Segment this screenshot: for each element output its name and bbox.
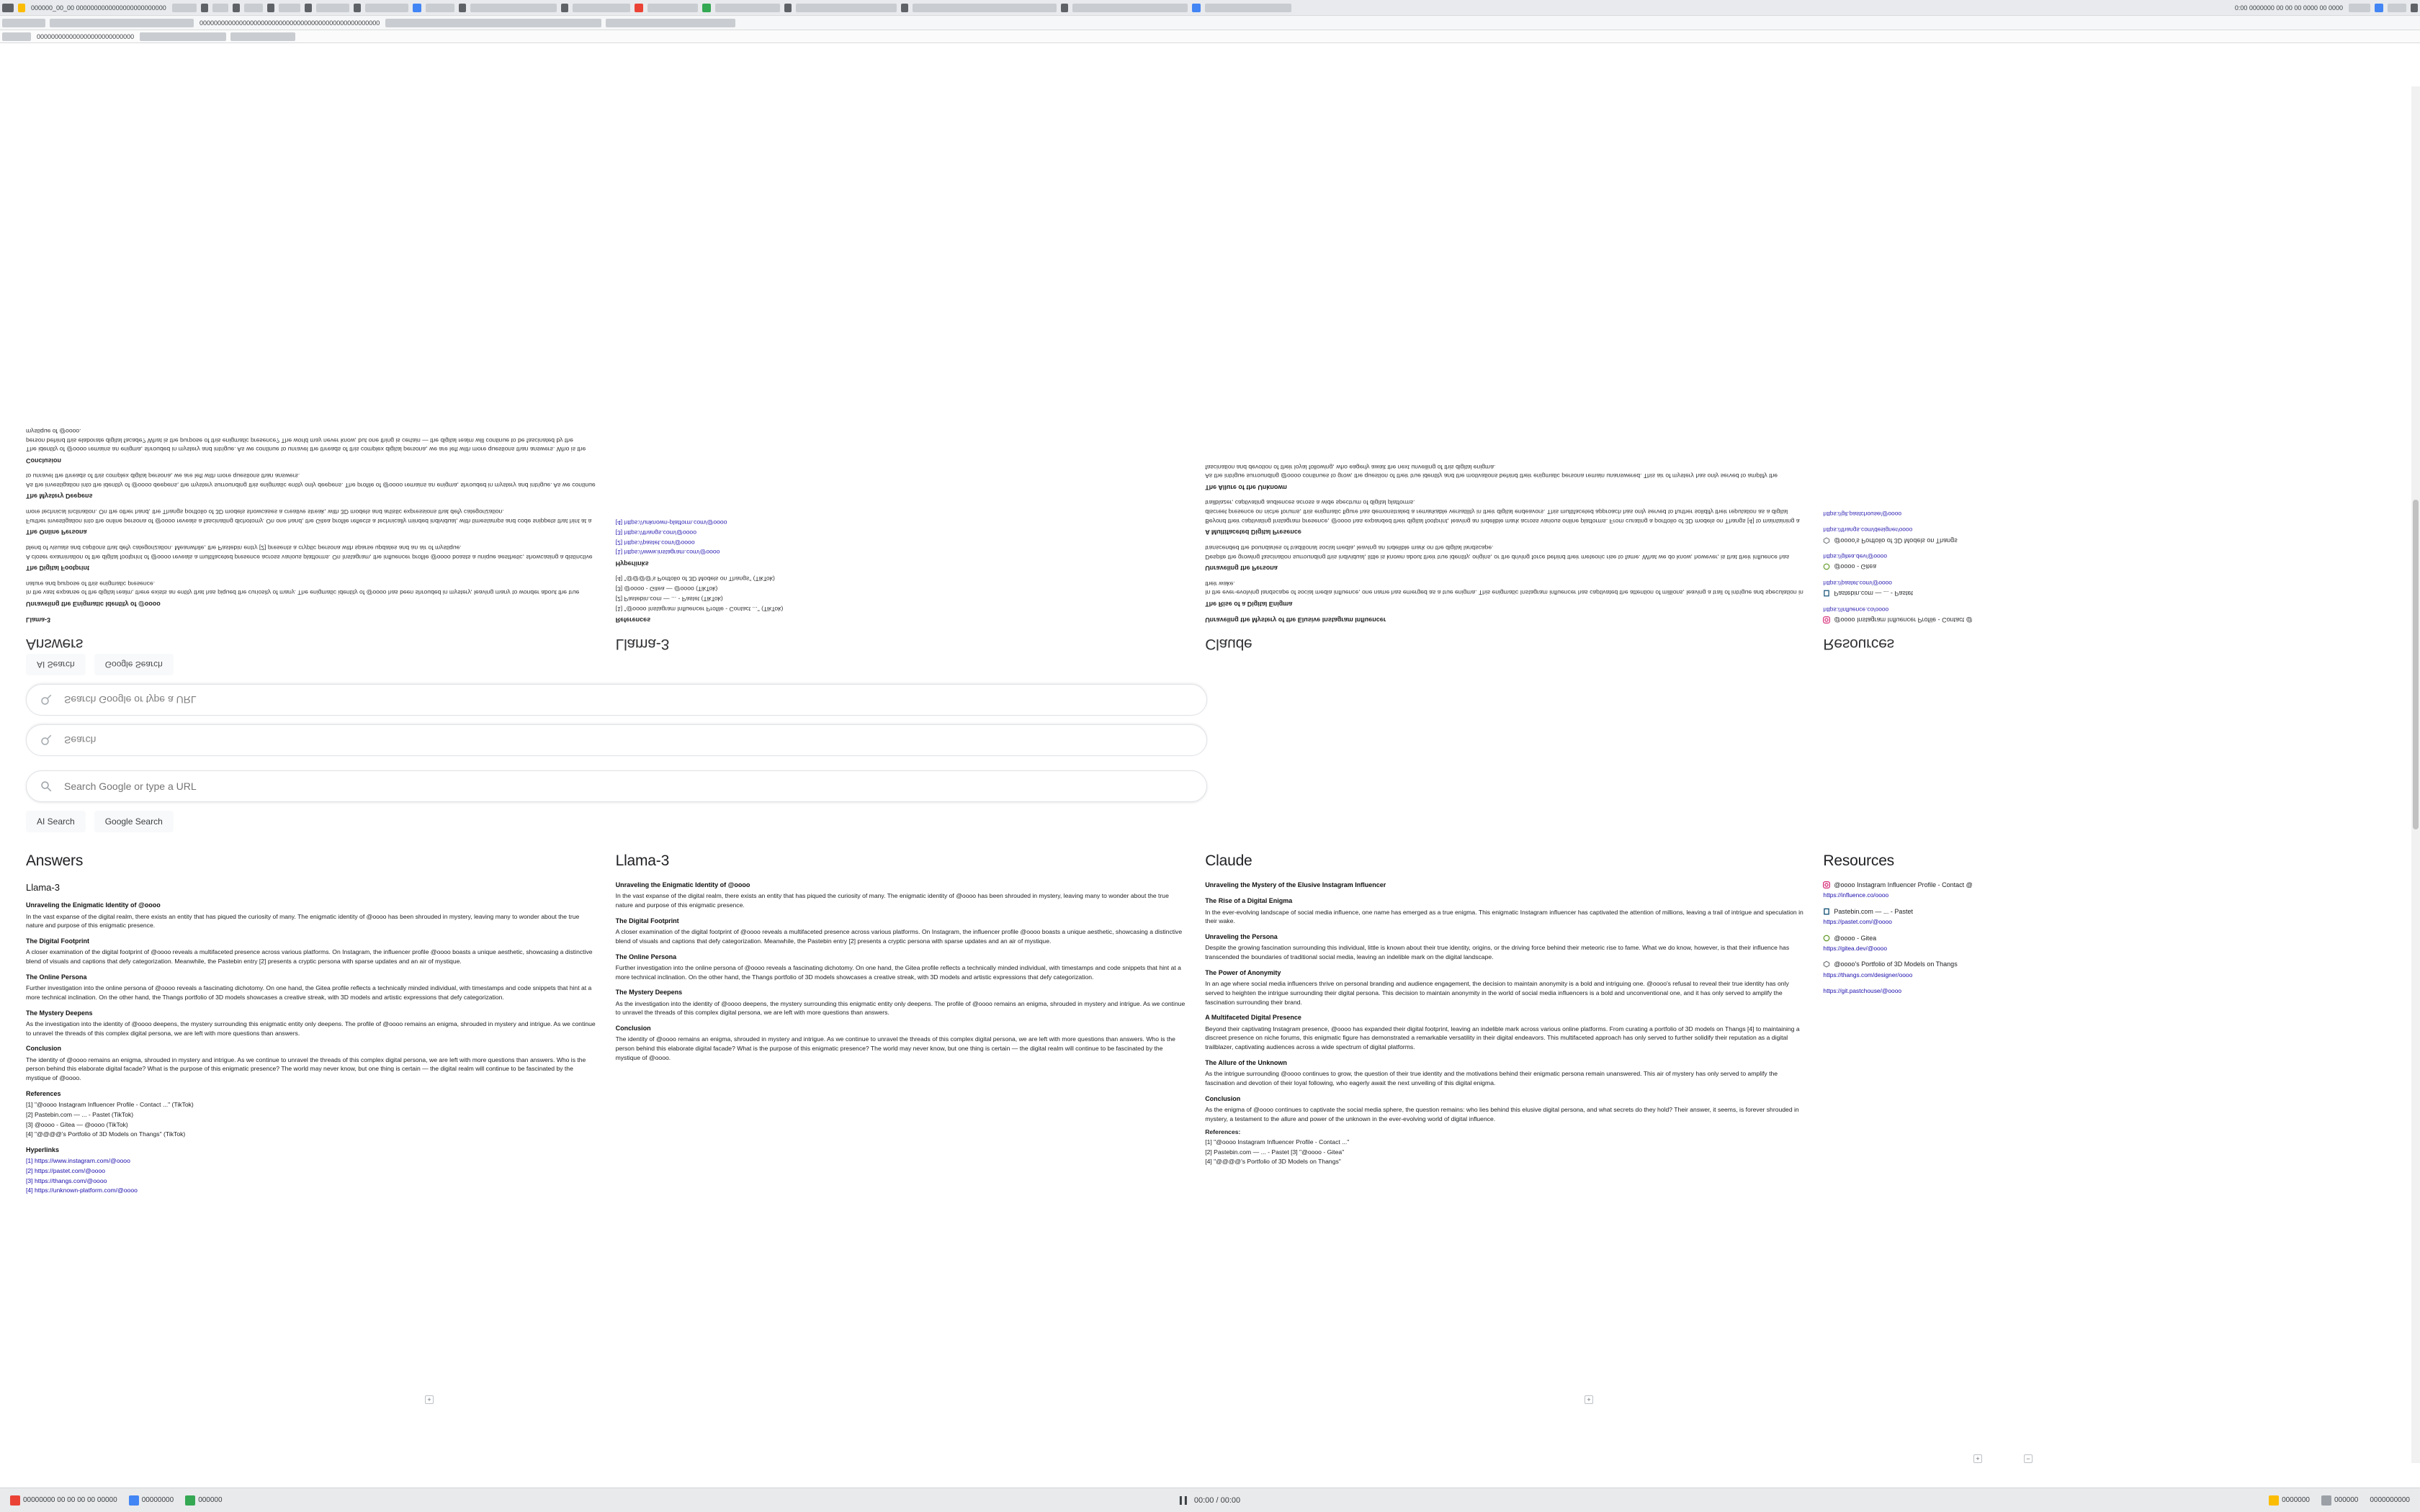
- section-heading: Conclusion: [26, 456, 61, 464]
- resource-item[interactable]: [1823, 552, 2394, 572]
- reference-item: [2] Pastebin.com — ... - Pastet (TikTok): [26, 1110, 134, 1118]
- resource-url[interactable]: https://gitea.dev/@oooo: [1823, 553, 1887, 561]
- hyperlink-item[interactable]: [1] https://www.instagram.com/@oooo: [26, 1157, 130, 1165]
- toolbar-chip[interactable]: [1072, 4, 1188, 12]
- llama-subtitle: Llama-3: [26, 882, 60, 894]
- section-heading: The Digital Footprint: [26, 564, 89, 572]
- close-icon[interactable]: [635, 4, 643, 12]
- claude-column: [1205, 850, 1804, 1167]
- resource-title-row: [1823, 907, 2394, 917]
- menu-icon[interactable]: [2411, 4, 2418, 12]
- resources-heading-2: Resources: [1823, 852, 1894, 869]
- section-heading: Unraveling the Mystery of the Elusive Instagram Influencer: [1205, 881, 1386, 889]
- page-copy: [0, 763, 2420, 1483]
- section-heading: Unraveling the Enigmatic Identity of @oooo: [615, 881, 750, 889]
- resource-title-row: [1823, 535, 2394, 544]
- toolbar-chip[interactable]: [1061, 4, 1068, 12]
- resources-column-mirror: [1823, 502, 2394, 655]
- toolbar-chip[interactable]: [244, 4, 263, 12]
- claude-column-mirror: [1205, 458, 1804, 655]
- section-heading: The Digital Footprint: [615, 917, 679, 924]
- toolbar-chip[interactable]: [702, 4, 711, 12]
- search-box-primary-2[interactable]: [26, 770, 1207, 802]
- bookmark-bar-text: 000000000000000000000000000: [37, 32, 135, 40]
- profile-icon[interactable]: [2375, 4, 2383, 12]
- search-box-secondary[interactable]: [26, 684, 1207, 716]
- tab-strip[interactable]: [573, 4, 630, 12]
- resource-url[interactable]: https://thangs.com/designer/oooo: [1823, 971, 1913, 978]
- toolbar-chip[interactable]: [1192, 4, 1201, 12]
- reference-item: [1] "@oooo Instagram Influencer Profile - Contact ...": [1205, 1138, 1350, 1146]
- reference-item: [3] @oooo - Gitea — @oooo (TikTok): [615, 585, 718, 593]
- toolbar-chip[interactable]: [784, 4, 792, 12]
- section-heading: The Rise of a Digital Enigma: [1205, 897, 1293, 905]
- section-heading: The Online Persona: [26, 973, 87, 981]
- titlebar-right-text: 0:00 0000000 00 00 00 0000 00 0000: [2234, 4, 2343, 12]
- resource-title-row: [1823, 881, 2394, 890]
- taskbar-app-label: 00000000: [141, 1496, 174, 1504]
- resources-heading: Resources: [1823, 636, 1894, 652]
- toolbar-chip[interactable]: [459, 4, 466, 12]
- scrollbar-thumb[interactable]: [2413, 500, 2419, 830]
- taskbar-app[interactable]: [2317, 1493, 2362, 1508]
- toolbar-chip[interactable]: [233, 4, 240, 12]
- expand-handle[interactable]: +: [1973, 1454, 1982, 1463]
- section-heading: Unraveling the Persona: [1205, 564, 1278, 572]
- toolbar-chip[interactable]: [354, 4, 361, 12]
- reference-item: [2] Pastebin.com — ... - Pastet (TikTok): [615, 595, 723, 603]
- llama-heading: Llama-3: [615, 636, 670, 652]
- section-heading: Conclusion: [615, 1025, 651, 1032]
- section-body: As the investigation into the identity of @oooo deepens, the mystery surrounding this enigmatic entity only deepens. The profile of @oooo remains an enigma, shrouded in mystery and intrigue. As we continue to unravel the threads of this complex digital persona, we are left with more questions than answers.: [26, 1020, 596, 1037]
- hyperlink-item[interactable]: [3] https://thangs.com/@oooo: [26, 1176, 107, 1184]
- section-heading: Unraveling the Persona: [1205, 933, 1278, 941]
- section-body: As the intrigue surrounding @oooo continues to grow, the question of their true identity and the motivations behind their enigmatic persona remain unanswered. This air of mystery has only served to amplify the fascination and devotion of their loyal following, who eagerly await the next unveiling of this digital enigma.: [1205, 1070, 1778, 1086]
- references-heading: References:: [1205, 1128, 1241, 1136]
- bookmark[interactable]: [2, 32, 31, 41]
- hyperlinks-heading: Hyperlinks: [26, 1146, 60, 1153]
- search-buttons-row-2: [26, 811, 1207, 832]
- instagram-icon: [1823, 881, 1830, 888]
- references-list: [616, 575, 1187, 613]
- resource-item[interactable]: [1823, 526, 2394, 545]
- resource-item[interactable]: [1823, 934, 2394, 953]
- taskbar-app[interactable]: [125, 1493, 179, 1508]
- section-heading: A Multifaceted Digital Presence: [1205, 1014, 1301, 1022]
- section-body: In the vast expanse of the digital realm, there exists an entity that has piqued the curiosity of many. The enigmatic identity of @oooo has been shrouded in mystery, leaving many to wonder about the true nature and purpose of this enigmatic presence.: [26, 912, 580, 930]
- section-body: As the investigation into the identity of @oooo deepens, the mystery surrounding this enigmatic entity only deepens. The profile of @oooo remains an enigma, shrouded in mystery and intrigue. As we continue to unravel the threads of this complex digital persona, we are left with more questions than answers.: [26, 472, 596, 490]
- resource-title: @oooo's Portfolio of 3D Models on Thangs: [1834, 536, 1958, 544]
- taskbar-tray[interactable]: [2365, 1494, 2414, 1506]
- search-area-mirror: [26, 654, 1207, 756]
- taskbar-start-button[interactable]: [6, 1493, 122, 1508]
- search-buttons-row: [26, 654, 1207, 675]
- llama-column-mirror: [616, 518, 1187, 655]
- hyperlinks-list: [616, 518, 1187, 557]
- hyperlink-item[interactable]: [4] https://unknown-platform.com/@oooo: [26, 1187, 138, 1194]
- collapse-handle[interactable]: −: [2024, 1454, 2033, 1463]
- tab[interactable]: [50, 19, 194, 27]
- tab[interactable]: [606, 19, 735, 27]
- search-box-primary[interactable]: [26, 724, 1207, 756]
- ai-search-button-2[interactable]: AI Search: [26, 811, 86, 832]
- section-body: In an age where social media influencers thrive on personal branding and audience engagement, the decision to maintain anonymity is a bold and intriguing one. @oooo's refusal to reveal their true identity has only served to heighten the intrigue surrounding their digital persona. This decision to maintain anonymity in the world of social media influencers is a bold and unconventional one, and it has only served to amplify the fascination surrounding their brand.: [1205, 980, 1789, 1006]
- section-heading: Conclusion: [1205, 1094, 1241, 1102]
- resource-url[interactable]: https://thangs.com/designer/oooo: [1823, 526, 1913, 534]
- search-input-2[interactable]: [63, 780, 1193, 793]
- resource-title: @oooo Instagram Influencer Profile - Contact @: [1834, 616, 1973, 624]
- section-heading: The Mystery Deepens: [615, 989, 683, 996]
- resource-title: @oooo - Gitea: [1834, 563, 1877, 571]
- google-search-button-2[interactable]: Google Search: [94, 811, 174, 832]
- resource-title: @oooo - Gitea: [1834, 934, 1877, 942]
- llama-title: Llama-3: [26, 616, 51, 624]
- media-controls[interactable]: [1180, 1496, 1240, 1505]
- section-heading: The Allure of the Unknown: [1205, 483, 1287, 491]
- reference-item: [4] "@@@@'s Portfolio of 3D Models on Thangs": [1205, 1158, 1341, 1166]
- browser-window-titlebar: [0, 0, 2420, 16]
- toolbar-chip[interactable]: [2388, 4, 2406, 12]
- thangs-icon: [1823, 537, 1830, 544]
- pastebin-icon: [1823, 908, 1830, 915]
- toolbar-chip[interactable]: [715, 4, 780, 12]
- toolbar-chip[interactable]: [172, 4, 197, 12]
- hyperlink-item[interactable]: [4] https://unknown-platform.com/@oooo: [615, 519, 727, 527]
- search-icon: [40, 780, 53, 793]
- search-icon: [40, 734, 53, 747]
- toolbar-chip[interactable]: [2349, 4, 2370, 12]
- hyperlinks-heading: Hyperlinks: [615, 559, 649, 567]
- mirrored-page-copy: [0, 43, 2420, 763]
- expand-handle[interactable]: +: [425, 1395, 434, 1404]
- search-area: [26, 770, 1207, 832]
- reference-item: [4] "@@@@'s Portfolio of 3D Models on Thangs" (TikTok): [615, 575, 775, 583]
- resource-title-row: [1823, 960, 2394, 969]
- tab[interactable]: [2, 19, 45, 27]
- resource-item[interactable]: [1823, 509, 2394, 518]
- toolbar-chip[interactable]: [212, 4, 228, 12]
- hyperlink-item[interactable]: [1] https://www.instagram.com/@oooo: [615, 549, 720, 557]
- reference-item: [1] "@oooo Instagram Influencer Profile - Contact ..." (TikTok): [26, 1101, 194, 1109]
- toolbar-chip[interactable]: [201, 4, 208, 12]
- resources-column: [1823, 850, 2394, 1003]
- toolbar-chip[interactable]: [913, 4, 1057, 12]
- expand-handle[interactable]: +: [1585, 1395, 1593, 1404]
- browser-tab-strip[interactable]: [0, 16, 2420, 30]
- page-scrollbar[interactable]: [2411, 86, 2420, 1463]
- gitea-icon: [1823, 935, 1830, 942]
- taskbar-app[interactable]: [2264, 1493, 2314, 1508]
- references-heading: References: [26, 1089, 61, 1097]
- toolbar-chip[interactable]: [1205, 4, 1291, 12]
- answers-column-2: [26, 850, 597, 1196]
- reference-item: [1] "@oooo Instagram Influencer Profile - Contact ..." (TikTok): [615, 605, 784, 613]
- section-body: Despite the growing fascination surrounding this individual, little is known about their true identity, origins, or the driving force behind their meteoric rise to fame. What we do know, however, is that their influence has transcended the boundaries of traditional social media, leaving an indelible mark on the digital landscape.: [1205, 944, 1790, 961]
- instagram-icon: [1823, 616, 1830, 624]
- toolbar-chip[interactable]: [316, 4, 349, 12]
- section-body: A closer examination of the digital footprint of @oooo reveals a multifaceted presence across various platforms. On Instagram, the influencer profile @oooo boasts a unique aesthetic, showcasing a distinctive blend of visuals and captions that defy categorization. Meanwhile, the Pastebin entry [2] presents a cryptic persona with sparse updates and an air of mystique.: [26, 948, 593, 966]
- section-heading: The Rise of a Digital Enigma: [1205, 600, 1293, 608]
- section-heading: The Mystery Deepens: [26, 492, 93, 500]
- section-body: The identity of @oooo remains an enigma, shrouded in mystery and intrigue. As we continue to unravel the threads of this complex digital persona, we are left with more questions than answers. Who is the person behind this elaborate digital facade? What is the purpose of this enigmatic presence? The world may never know, but one thing is certain — the digital realm will continue to be fascinated by the mystique of @oooo.: [615, 1035, 1175, 1061]
- section-heading: The Power of Anonymity: [1205, 968, 1281, 976]
- toolbar-chip[interactable]: [267, 4, 274, 12]
- section-body: Beyond their captivating Instagram presence, @oooo has expanded their digital footprint, leaving an indelible mark across various online platforms. From curating a portfolio of 3D models on Thangs [4] to maintaining a discreet presence on niche forums, this enigmatic figure has demonstrated a remarkable versatility in their digital endeavors. This multifaceted approach has only served to further solidify their reputation as a digital trailblazer, captivating audiences across a wide spectrum of digital platforms.: [1205, 1025, 1800, 1051]
- hyperlink-item[interactable]: [2] https://pastet.com/@oooo: [615, 539, 695, 546]
- hyperlink-item[interactable]: [2] https://pastet.com/@oooo: [26, 1167, 105, 1174]
- answers-heading-2: Answers: [26, 852, 84, 869]
- tab-icon[interactable]: [18, 4, 25, 12]
- toolbar-chip[interactable]: [305, 4, 312, 12]
- toolbar-chip[interactable]: [647, 4, 698, 12]
- llama-heading-2: Llama-3: [615, 852, 670, 869]
- taskbar-app-label: 0000000: [2282, 1496, 2310, 1504]
- app-icon: [185, 1495, 195, 1506]
- resource-url[interactable]: https://influence.co/oooo: [1823, 606, 1889, 613]
- section-heading: Unraveling the Enigmatic Identity of @oooo: [26, 600, 161, 608]
- resource-title-row: [1823, 934, 2394, 943]
- resource-item[interactable]: [1823, 578, 2394, 598]
- thangs-icon: [1823, 960, 1830, 968]
- tab-strip[interactable]: [470, 4, 557, 12]
- resource-title: @oooo's Portfolio of 3D Models on Thangs: [1834, 960, 1958, 968]
- resource-url[interactable]: https://git.pastchouse/@oooo: [1823, 987, 1902, 995]
- section-body: Further investigation into the online persona of @oooo reveals a fascinating dichotomy. On one hand, the Gitea profile reflects a technically minded individual, with timestamps and code snippets that hint at a more technical inclination. On the other hand, the Thangs portfolio of 3D models showcases a creative streak, with 3D models and artistic expressions that defy categorization.: [26, 508, 592, 525]
- resource-item[interactable]: [1823, 986, 2394, 995]
- answers-grid-mirror: [26, 422, 2394, 655]
- page-content: [0, 43, 2420, 1488]
- app-icon: [2321, 1495, 2331, 1506]
- app-icon: [129, 1495, 139, 1506]
- resource-item[interactable]: [1823, 881, 2394, 900]
- resource-url[interactable]: https://git.pastchouse/@oooo: [1823, 510, 1902, 518]
- section-body: In the vast expanse of the digital realm, there exists an entity that has piqued the curiosity of many. The enigmatic identity of @oooo has been shrouded in mystery, leaving many to wonder about the true nature and purpose of this enigmatic presence.: [615, 892, 1169, 909]
- bookmark[interactable]: [140, 32, 226, 41]
- toolbar-chip[interactable]: [901, 4, 908, 12]
- resource-title-row: [1823, 562, 2394, 571]
- claude-references: [1205, 1128, 1804, 1166]
- section-heading: The Mystery Deepens: [26, 1009, 93, 1017]
- toolbar-chip[interactable]: [796, 4, 897, 12]
- section-body: As the intrigue surrounding @oooo continues to grow, the question of their true identity and the motivations behind their enigmatic persona remain unanswered. This air of mystery has only served to amplify the fascination and devotion of their loyal following, who eagerly await the next unveiling of this digital enigma.: [1205, 463, 1778, 480]
- section-body: Further investigation into the online persona of @oooo reveals a fascinating dichotomy. On one hand, the Gitea profile reflects a technically minded individual, with timestamps and code snippets that hint at a more technical inclination. On the other hand, the Thangs portfolio of 3D models showcases a creative streak, with 3D models and artistic expressions that defy categorization.: [26, 984, 592, 1001]
- reference-item: [3] @oooo - Gitea — @oooo (TikTok): [26, 1120, 128, 1128]
- claude-heading-2: Claude: [1205, 852, 1252, 869]
- section-body: A closer examination of the digital footprint of @oooo reveals a multifaceted presence across various platforms. On Instagram, the influencer profile @oooo boasts a unique aesthetic, showcasing a distinctive blend of visuals and captions that defy categorization. Meanwhile, the Pastebin entry [2] presents a cryptic persona with sparse updates and an air of mystique.: [26, 544, 593, 561]
- os-taskbar[interactable]: [0, 1488, 2420, 1512]
- taskbar-left-label: 00000000 00 00 00 00 00000: [23, 1496, 117, 1504]
- section-body: Further investigation into the online persona of @oooo reveals a fascinating dichotomy. On one hand, the Gitea profile reflects a technically minded individual, with timestamps and code snippets that hint at a more technical inclination. On the other hand, the Thangs portfolio of 3D models showcases a creative streak, with 3D models and artistic expressions that defy categorization.: [615, 963, 1181, 981]
- tab[interactable]: [385, 19, 601, 27]
- app-icon: [2, 4, 14, 12]
- resource-title: Pastebin.com — ... - Pastet: [1834, 590, 1913, 598]
- resource-item[interactable]: [1823, 960, 2394, 979]
- browser-bookmark-bar[interactable]: [0, 30, 2420, 43]
- resource-item[interactable]: [1823, 907, 2394, 927]
- resource-url[interactable]: https://gitea.dev/@oooo: [1823, 944, 1887, 952]
- toolbar-chip[interactable]: [561, 4, 568, 12]
- resource-title-row: [1823, 615, 2394, 624]
- toolbar-chip[interactable]: [279, 4, 300, 12]
- answers-column: [26, 422, 597, 655]
- section-body: As the investigation into the identity of @oooo deepens, the mystery surrounding this enigmatic entity only deepens. The profile of @oooo remains an enigma, shrouded in mystery and intrigue. As we continue to unravel the threads of this complex digital persona, we are left with more questions than answers.: [615, 999, 1186, 1017]
- references-heading: References: [615, 616, 651, 624]
- section-body: In the ever-evolving landscape of social media influence, one name has emerged as a true enigma. This enigmatic Instagram influencer has captivated the attention of millions, leaving a trail of intrigue and speculation in their wake.: [1205, 580, 1803, 597]
- resource-title: Pastebin.com — ... - Pastet: [1834, 907, 1913, 915]
- section-heading: Unraveling the Mystery of the Elusive Instagram Influencer: [1205, 616, 1386, 624]
- taskbar-app[interactable]: [181, 1493, 226, 1508]
- section-body: Despite the growing fascination surrounding this individual, little is known about their true identity, origins, or the driving force behind their meteoric rise to fame. What we do know, however, is that their influence has transcended the boundaries of traditional social media, leaving an indelible mark on the digital landscape.: [1205, 544, 1790, 561]
- section-heading: A Multifaceted Digital Presence: [1205, 528, 1301, 536]
- section-body: A closer examination of the digital footprint of @oooo reveals a multifaceted presence across various platforms. On Instagram, the influencer profile @oooo boasts a unique aesthetic, showcasing a distinctive blend of visuals and captions that defy categorization. Meanwhile, the Pastebin entry [2] presents a cryptic persona with sparse updates and an air of mystique.: [615, 928, 1183, 945]
- ai-search-button[interactable]: AI Search: [26, 654, 86, 675]
- taskbar-app-label: 000000: [198, 1496, 223, 1504]
- section-heading: The Digital Footprint: [26, 937, 89, 945]
- titlebar-left-text: 000000_00_00 0000000000000000000000000: [31, 4, 166, 12]
- section-body: The identity of @oooo remains an enigma, shrouded in mystery and intrigue. As we continue to unravel the threads of this complex digital persona, we are left with more questions than answers. Who is the person behind this elaborate digital facade? What is the purpose of this enigmatic presence? The world may never know, but one thing is certain — the digital realm will continue to be fascinated by the mystique of @oooo.: [26, 427, 586, 454]
- llama-column: [616, 850, 1187, 1067]
- section-body: As the enigma of @oooo continues to captivate the social media sphere, the question remains: who lies behind this elusive digital persona, and what secrets do they hold? Their answer, it seems, is forever shrouded in mystery, a testament to the allure and power of the unknown in the ever-evolving world of digital influence.: [1205, 1105, 1799, 1122]
- resource-title: @oooo Instagram Influencer Profile - Contact @: [1834, 881, 1973, 889]
- google-search-button[interactable]: Google Search: [94, 654, 174, 675]
- app-icon: [2269, 1495, 2279, 1506]
- answers-grid: [26, 850, 2394, 1196]
- start-icon: [10, 1495, 20, 1506]
- section-heading: Conclusion: [26, 1045, 61, 1053]
- claude-heading: Claude: [1205, 636, 1252, 652]
- section-body: The identity of @oooo remains an enigma, shrouded in mystery and intrigue. As we continue to unravel the threads of this complex digital persona, we are left with more questions than answers. Who is the person behind this elaborate digital facade? What is the purpose of this enigmatic presence? The world may never know, but one thing is certain — the digital realm will continue to be fascinated by the mystique of @oooo.: [26, 1056, 586, 1082]
- url-input[interactable]: [63, 693, 1193, 706]
- search-icon: [40, 693, 53, 706]
- pause-icon[interactable]: [1180, 1496, 1187, 1505]
- section-heading: The Allure of the Unknown: [1205, 1058, 1287, 1066]
- toolbar-chip[interactable]: [413, 4, 421, 12]
- resource-url[interactable]: https://influence.co/oooo: [1823, 891, 1889, 899]
- resource-url[interactable]: https://pastet.com/@oooo: [1823, 579, 1892, 587]
- resource-title-row: [1823, 588, 2394, 598]
- section-body: In the vast expanse of the digital realm, there exists an entity that has piqued the curiosity of many. The enigmatic identity of @oooo has been shrouded in mystery, leaving many to wonder about the true nature and purpose of this enigmatic presence.: [26, 580, 580, 597]
- answers-heading: Answers: [26, 636, 84, 652]
- hyperlink-item[interactable]: [3] https://thangs.com/@oooo: [615, 528, 696, 536]
- section-heading: The Online Persona: [615, 953, 677, 960]
- section-body: Beyond their captivating Instagram presence, @oooo has expanded their digital footprint, leaving an indelible mark across various online platforms. From curating a portfolio of 3D models on Thangs [4] to maintaining a discreet presence on niche forums, this enigmatic figure has demonstrated a remarkable versatility in their digital endeavors. This multifaceted approach has only served to further solidify their reputation as a digital trailblazer, captivating audiences across a wide spectrum of digital platforms.: [1205, 499, 1800, 525]
- search-input[interactable]: [63, 734, 1193, 747]
- toolbar-chip[interactable]: [426, 4, 454, 12]
- references-list: [26, 1100, 597, 1139]
- section-body: In the ever-evolving landscape of social media influence, one name has emerged as a true enigma. This enigmatic Instagram influencer has captivated the attention of millions, leaving a trail of intrigue and speculation in their wake.: [1205, 908, 1803, 925]
- section-heading: Unraveling the Enigmatic Identity of @oooo: [26, 901, 161, 909]
- reference-item: [2] Pastebin.com — ... - Pastet [3] "@oooo - Gitea": [1205, 1148, 1345, 1156]
- taskbar-right-label: 0000000000: [2370, 1496, 2410, 1504]
- resource-url[interactable]: https://pastet.com/@oooo: [1823, 918, 1892, 926]
- bookmark[interactable]: [230, 32, 295, 41]
- gitea-icon: [1823, 563, 1830, 570]
- media-time: 00:00 / 00:00: [1193, 1495, 1241, 1505]
- reference-item: [4] "@@@@'s Portfolio of 3D Models on Thangs" (TikTok): [26, 1130, 186, 1138]
- resource-item[interactable]: [1823, 605, 2394, 624]
- toolbar-chip[interactable]: [365, 4, 408, 12]
- tab-strip-text: 00000000000000000000000000000000000000000000000000: [200, 19, 380, 27]
- section-heading: The Online Persona: [26, 528, 87, 536]
- hyperlinks-list: [26, 1156, 597, 1195]
- taskbar-app-label: 000000: [2334, 1496, 2359, 1504]
- pastebin-icon: [1823, 590, 1830, 597]
